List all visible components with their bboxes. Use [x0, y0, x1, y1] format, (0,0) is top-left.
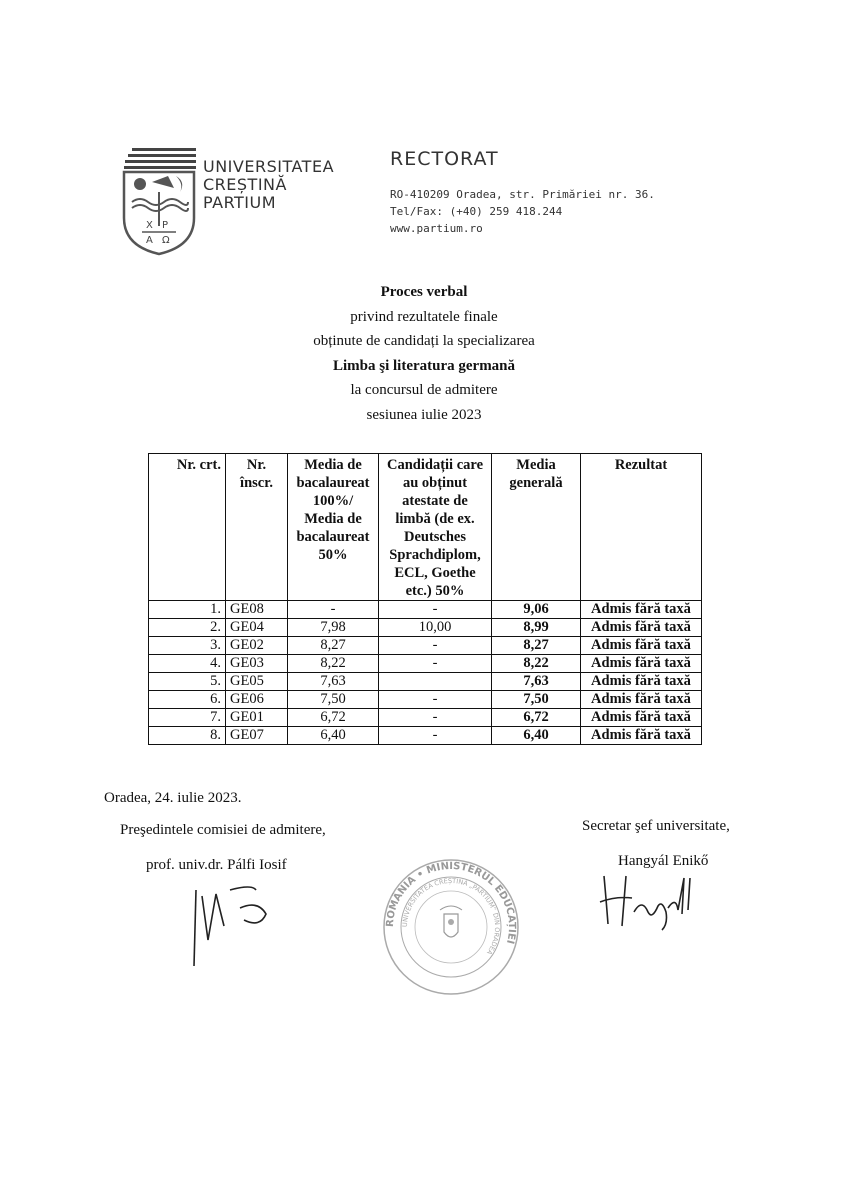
cell-atestat: -: [379, 655, 492, 673]
cell-rezultat: Admis fără taxă: [581, 619, 702, 637]
cell-nr-crt: 2.: [149, 619, 226, 637]
official-seal-icon: [382, 858, 520, 996]
cell-media-generala: 6,40: [492, 727, 581, 745]
secretary-title: Secretar şef universitate,: [582, 818, 730, 834]
university-name-line: PARTIUM: [203, 193, 277, 212]
cell-bac: 6,72: [288, 709, 379, 727]
cell-media-generala: 9,06: [492, 601, 581, 619]
cell-nr-crt: 6.: [149, 691, 226, 709]
table-row: [149, 673, 702, 691]
cell-nr-crt: 3.: [149, 637, 226, 655]
cell-nr-crt: 4.: [149, 655, 226, 673]
cell-rezultat: Admis fără taxă: [581, 601, 702, 619]
cell-bac: 6,40: [288, 727, 379, 745]
cell-nr-crt: 8.: [149, 727, 226, 745]
svg-text:X: X: [146, 220, 153, 231]
table-row: [149, 601, 702, 619]
cell-media-generala: 7,50: [492, 691, 581, 709]
cell-nr-inscr: GE02: [226, 637, 288, 655]
cell-rezultat: Admis fără taxă: [581, 709, 702, 727]
results-table: [148, 453, 702, 745]
cell-atestat: -: [379, 727, 492, 745]
session-line: sesiunea iulie 2023: [366, 406, 482, 423]
cell-atestat: 10,00: [379, 619, 492, 637]
title-line: privind rezultatele finale: [350, 308, 498, 325]
university-name-line: UNIVERSITATEA: [203, 157, 335, 176]
svg-text:Ω: Ω: [162, 235, 170, 246]
university-name: [203, 158, 334, 212]
president-name: prof. univ.dr. Pálfi Iosif: [146, 857, 287, 873]
cell-rezultat: Admis fără taxă: [581, 655, 702, 673]
cell-rezultat: Admis fără taxă: [581, 691, 702, 709]
svg-text:A: A: [146, 235, 153, 246]
cell-media-generala: 7,63: [492, 673, 581, 691]
university-name-line: CREȘTINĂ: [203, 175, 287, 194]
document-date: Oradea, 24. iulie 2023.: [104, 790, 242, 806]
cell-nr-inscr: GE08: [226, 601, 288, 619]
cell-nr-crt: 1.: [149, 601, 226, 619]
svg-text:UNIVERSITATEA CREȘTINĂ „PARTIU: UNIVERSITATEA CREȘTINĂ „PARTIUM” DIN ORADEA: [400, 876, 502, 957]
cell-atestat: -: [379, 601, 492, 619]
table-row: [149, 691, 702, 709]
title-line: obținute de candidați la specializarea: [313, 333, 535, 349]
cell-atestat: -: [379, 691, 492, 709]
svg-text:P: P: [162, 220, 169, 231]
cell-nr-crt: 7.: [149, 709, 226, 727]
cell-nr-inscr: GE01: [226, 709, 288, 727]
table-row: [149, 727, 702, 745]
president-signature-icon: [186, 880, 286, 970]
cell-bac: 7,98: [288, 619, 379, 637]
secretary-name: Hangyál Enikő: [618, 853, 709, 869]
svg-text:ROMÂNIA • MINISTERUL EDUCAȚIEI: ROMÂNIA • MINISTERUL EDUCAȚIEI: [384, 860, 518, 946]
cell-nr-inscr: GE04: [226, 619, 288, 637]
specialization-name: Limba şi literatura germană: [332, 357, 516, 374]
document-title-block: [0, 280, 848, 427]
cell-nr-inscr: GE05: [226, 673, 288, 691]
office-title: RECTORAT: [390, 148, 499, 170]
column-header-nr-crt: Nr. crt.: [149, 454, 226, 601]
table-header-row: [149, 454, 702, 601]
phone: Tel/Fax: (+40) 259 418.244: [390, 205, 563, 218]
president-title: Preşedintele comisiei de admitere,: [120, 822, 326, 838]
cell-rezultat: Admis fără taxă: [581, 727, 702, 745]
cell-nr-inscr: GE06: [226, 691, 288, 709]
cell-rezultat: Admis fără taxă: [581, 673, 702, 691]
column-header-nr-inscr: Nr. înscr.: [226, 454, 288, 601]
cell-bac: 7,50: [288, 691, 379, 709]
cell-bac: 8,27: [288, 637, 379, 655]
title-line: la concursul de admitere: [350, 382, 498, 398]
cell-media-generala: 6,72: [492, 709, 581, 727]
website-link[interactable]: www.partium.ro: [390, 222, 483, 235]
document-title: Proces verbal: [380, 284, 468, 300]
cell-rezultat: Admis fără taxă: [581, 637, 702, 655]
table-row: [149, 709, 702, 727]
university-crest-icon: [122, 146, 196, 256]
cell-nr-inscr: GE03: [226, 655, 288, 673]
column-header-bac: Media de bacalaureat 100%/ Media de bacalaureat 50%: [288, 454, 379, 601]
table-row: [149, 637, 702, 655]
table-row: [149, 619, 702, 637]
cell-atestat: -: [379, 637, 492, 655]
cell-nr-inscr: GE07: [226, 727, 288, 745]
cell-media-generala: 8,27: [492, 637, 581, 655]
cell-bac: 7,63: [288, 673, 379, 691]
cell-media-generala: 8,99: [492, 619, 581, 637]
secretary-signature-icon: [596, 868, 706, 938]
cell-nr-crt: 5.: [149, 673, 226, 691]
column-header-rezultat: Rezultat: [581, 454, 702, 601]
column-header-media: Media generală: [492, 454, 581, 601]
cell-bac: 8,22: [288, 655, 379, 673]
cell-atestat: [379, 673, 492, 691]
cell-bac: -: [288, 601, 379, 619]
contact-block: [390, 186, 655, 237]
cell-media-generala: 8,22: [492, 655, 581, 673]
address: RO-410209 Oradea, str. Primăriei nr. 36.: [390, 188, 655, 201]
column-header-atestat: Candidații care au obținut atestate de limbă (de ex. Deutsches Sprachdiplom, ECL, Goethe etc.) 50%: [379, 454, 492, 601]
cell-atestat: -: [379, 709, 492, 727]
table-row: [149, 655, 702, 673]
